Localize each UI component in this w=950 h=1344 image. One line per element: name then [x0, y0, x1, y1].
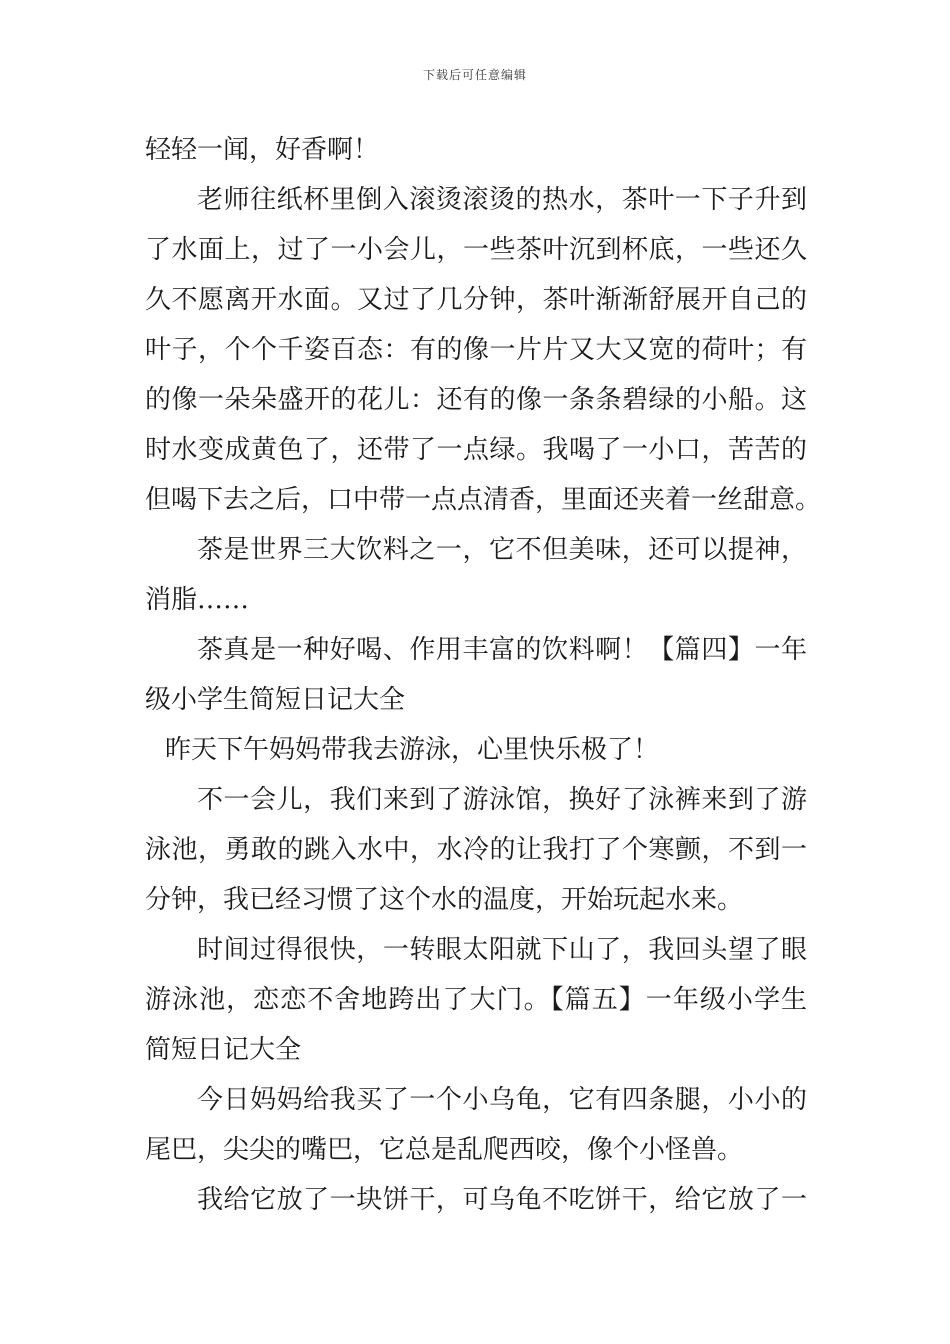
text-line: 轻轻一闻，好香啊！ — [145, 135, 380, 165]
text-line: 茶真是一种好喝、作用丰富的饮料啊！【篇四】一年 — [197, 635, 807, 665]
text-line: 了水面上，过了一小会儿，一些茶叶沉到杯底，一些还久 — [145, 235, 807, 265]
text-line: 今日妈妈给我买了一个小乌龟，它有四条腿，小小的 — [197, 1085, 807, 1115]
text-line: 简短日记大全 — [145, 1035, 302, 1065]
text-line: 但喝下去之后，口中带一点点清香，里面还夹着一丝甜意。 — [145, 485, 822, 515]
text-line: 我给它放了一块饼干，可乌龟不吃饼干，给它放了一 — [197, 1185, 807, 1215]
document-body — [145, 125, 822, 1225]
text-line: 尾巴，尖尖的嘴巴，它总是乱爬西咬，像个小怪兽。 — [145, 1135, 744, 1165]
text-line: 的像一朵朵盛开的花儿：还有的像一条条碧绿的小船。这 — [145, 385, 807, 415]
text-line: 泳池，勇敢的跳入水中，水冷的让我打了个寒颤，不到一 — [145, 835, 807, 865]
text-line: 级小学生简短日记大全 — [145, 685, 406, 715]
text-line: 时水变成黄色了，还带了一点绿。我喝了一小口，苦苦的 — [145, 435, 807, 465]
text-line: 茶是世界三大饮料之一，它不但美味，还可以提神， — [197, 535, 807, 565]
text-line: 消脂…… — [145, 585, 250, 615]
text-line: 昨天下午妈妈带我去游泳，心里快乐极了！ — [165, 735, 660, 765]
text-line: 分钟，我已经习惯了这个水的温度，开始玩起水来。 — [145, 885, 744, 915]
text-line: 叶子，个个千姿百态：有的像一片片又大又宽的荷叶；有 — [145, 335, 807, 365]
page-header-note: 下载后可任意编辑 — [422, 68, 527, 82]
text-line: 久不愿离开水面。又过了几分钟，茶叶渐渐舒展开自己的 — [145, 285, 807, 315]
text-line: 时间过得很快，一转眼太阳就下山了，我回头望了眼 — [197, 935, 807, 965]
text-line: 不一会儿，我们来到了游泳馆，换好了泳裤来到了游 — [197, 785, 807, 815]
text-line: 老师往纸杯里倒入滚烫滚烫的热水，茶叶一下子升到 — [197, 185, 807, 215]
text-line: 游泳池，恋恋不舍地跨出了大门。【篇五】一年级小学生 — [145, 985, 807, 1015]
